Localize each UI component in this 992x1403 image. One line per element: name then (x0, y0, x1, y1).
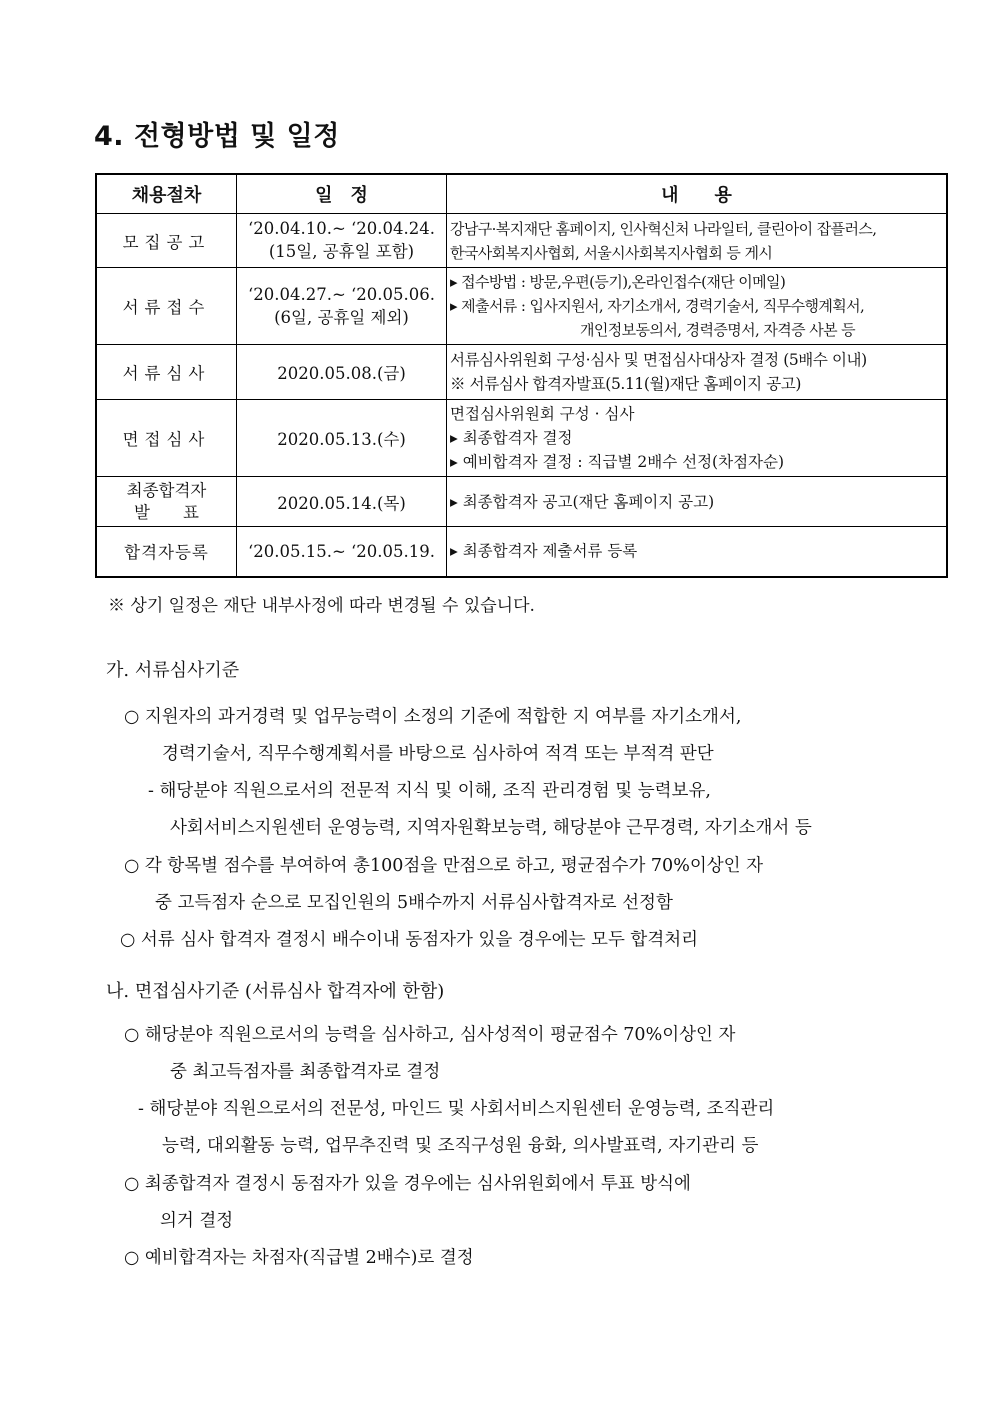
row-content (447, 345, 948, 400)
content-line: ▸ 최종합격자 공고(재단 홈페이지 공고) (450, 492, 715, 511)
table-row (96, 268, 947, 345)
content-line: ▸ 최종합격자 결정 (450, 429, 573, 447)
row-step: 합격자등록 (96, 527, 237, 577)
criteria-line: ○ 지원자의 과거경력 및 업무능력이 소정의 기준에 적합한 지 여부를 자기소개서, (124, 707, 742, 727)
date-line: 2020.05.14.(목) (277, 493, 406, 513)
criteria-line: 경력기술서, 직무수행계획서를 바탕으로 심사하여 적격 또는 부적격 판단 (162, 744, 714, 764)
section-a-heading: 가. 서류심사기준 (106, 660, 240, 681)
schedule-note: ※ 상기 일정은 재단 내부사정에 따라 변경될 수 있습니다. (108, 596, 535, 616)
criteria-line: ○ 예비합격자는 차점자(직급별 2배수)로 결정 (124, 1248, 474, 1268)
row-step: 면접심사 (96, 400, 237, 477)
content-line: 서류심사위원회 구성·심사 및 면접심사대상자 결정 (5배수 이내) (450, 351, 867, 369)
date-line: (15일, 공휴일 포함) (268, 242, 415, 261)
step-line: 발 표 (134, 502, 199, 522)
criteria-line: ○ 최종합격자 결정시 동점자가 있을 경우에는 심사위원회에서 투표 방식에 (124, 1174, 691, 1194)
table-row (96, 477, 947, 527)
content-line: ※ 서류심사 합격자발표(5.11(월)재단 홈페이지 공고) (450, 375, 802, 393)
content-line: ▸ 예비합격자 결정 : 직급별 2배수 선정(차점자순) (450, 453, 785, 471)
row-content (447, 527, 948, 577)
row-date (237, 214, 447, 268)
row-date (237, 400, 447, 477)
content-line: 강남구·복지재단 홈페이지, 인사혁신처 나라일터, 클린아이 잡플러스, (450, 219, 877, 238)
criteria-line: 중 고득점자 순으로 모집인원의 5배수까지 서류심사합격자로 선정함 (155, 893, 673, 913)
row-date (237, 527, 447, 577)
row-date (237, 268, 447, 345)
section-title: 4. 전형방법 및 일정 (94, 121, 340, 152)
criteria-line: 의거 결정 (160, 1211, 234, 1231)
row-step (96, 477, 237, 527)
header-content: 내 용 (447, 174, 948, 214)
header-date: 일 정 (237, 174, 447, 214)
content-line: ▸ 최종합격자 제출서류 등록 (450, 542, 638, 561)
table-row (96, 527, 947, 577)
table-row (96, 214, 947, 268)
row-content (447, 400, 948, 477)
content-line: 한국사회복지사협회, 서울시사회복지사협회 등 게시 (450, 243, 773, 262)
header-step: 채용절차 (96, 174, 237, 214)
table-header-row (96, 174, 947, 214)
row-date (237, 345, 447, 400)
table-row (96, 400, 947, 477)
content-line: ▸ 접수방법 : 방문,우편(등기),온라인접수(재단 이메일) (450, 273, 786, 291)
date-line: ‘20.04.27.~ ‘20.05.06. (247, 284, 435, 304)
content-line: ▸ 제출서류 : 입사지원서, 자기소개서, 경력기술서, 직무수행계획서, (450, 297, 865, 315)
row-content (447, 214, 948, 268)
criteria-line: ○ 서류 심사 합격자 결정시 배수이내 동점자가 있을 경우에는 모두 합격처리 (120, 930, 699, 950)
row-content (447, 268, 948, 345)
section-b-heading: 나. 면접심사기준 (서류심사 합격자에 한함) (106, 981, 445, 1002)
step-line: 최종합격자 (126, 480, 207, 500)
criteria-line: ○ 해당분야 직원으로서의 능력을 심사하고, 심사성적이 평균점수 70%이상인 자 (124, 1025, 736, 1045)
row-content (447, 477, 948, 527)
table-row (96, 345, 947, 400)
criteria-line: 중 최고득점자를 최종합격자로 결정 (170, 1062, 441, 1082)
criteria-line: - 해당분야 직원으로서의 전문적 지식 및 이해, 조직 관리경험 및 능력보유, (148, 781, 711, 801)
content-line: 개인정보동의서, 경력증명서, 자격증 사본 등 (580, 321, 856, 339)
schedule-table (95, 173, 948, 578)
date-line: 2020.05.13.(수) (277, 430, 406, 449)
date-line: 2020.05.08.(금) (277, 364, 406, 383)
criteria-line: - 해당분야 직원으로서의 전문성, 마인드 및 사회서비스지원센터 운영능력, 조직관리 (138, 1099, 775, 1119)
row-step: 모집공고 (96, 214, 237, 268)
content-line: 면접심사위원회 구성 · 심사 (450, 405, 635, 423)
date-line: ‘20.04.10.~ ‘20.04.24. (247, 219, 435, 238)
row-step: 서류접수 (96, 268, 237, 345)
criteria-line: ○ 각 항목별 점수를 부여하여 총100점을 만점으로 하고, 평균점수가 70%이상인 자 (124, 856, 764, 876)
date-line: (6일, 공휴일 제외) (274, 307, 409, 327)
criteria-line: 사회서비스지원센터 운영능력, 지역자원확보능력, 해당분야 근무경력, 자기소개서 등 (170, 818, 812, 838)
date-line: ‘20.05.15.~ ‘20.05.19. (247, 541, 435, 561)
row-step: 서류심사 (96, 345, 237, 400)
row-date (237, 477, 447, 527)
criteria-line: 능력, 대외활동 능력, 업무추진력 및 조직구성원 융화, 의사발표력, 자기관리 등 (162, 1136, 759, 1156)
